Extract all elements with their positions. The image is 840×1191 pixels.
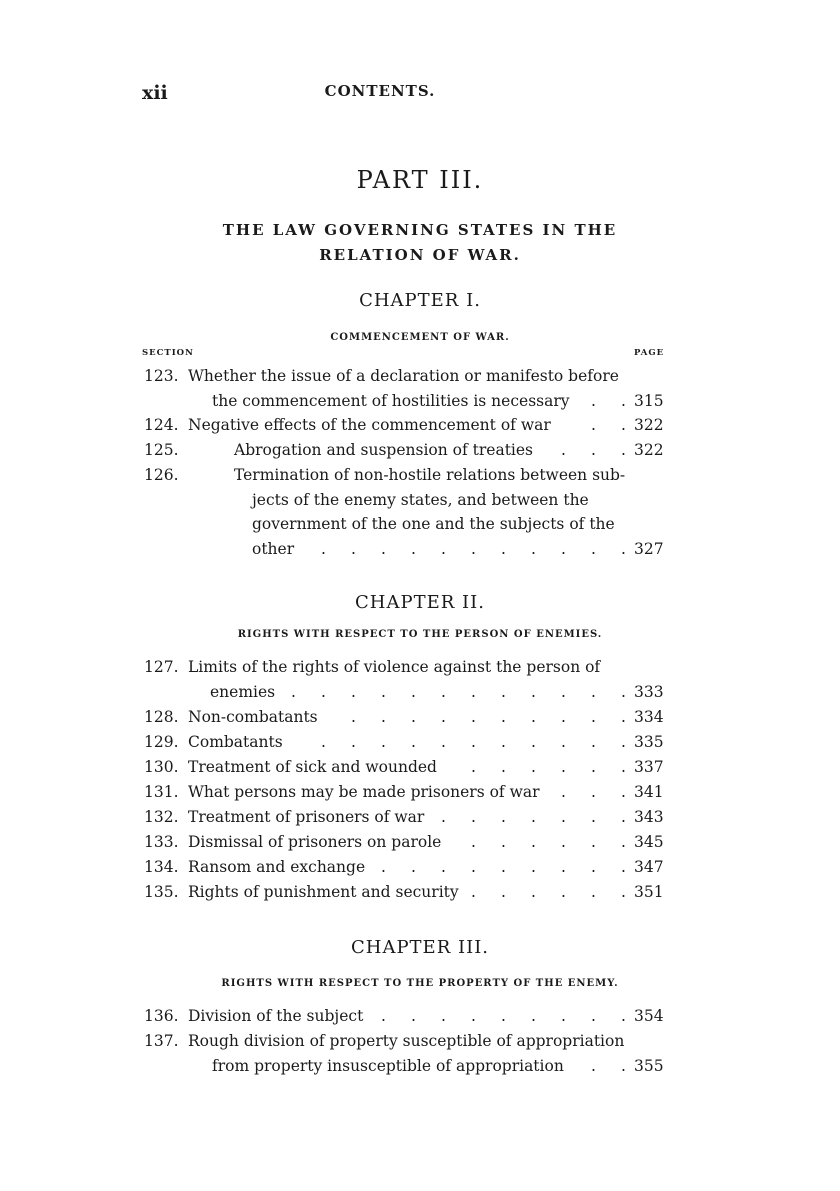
leader-dot: .: [501, 858, 506, 876]
leader-dot: .: [501, 758, 506, 776]
entry-text-line: Rights of punishment and security: [188, 883, 459, 901]
leader-dot: .: [441, 1007, 446, 1025]
page-number: xii: [142, 82, 168, 104]
leader-dot: .: [531, 858, 536, 876]
leader-dot: .: [621, 416, 626, 434]
leader-dot: .: [411, 733, 416, 751]
leader-dot: .: [441, 539, 446, 558]
entry-text-line: other: [252, 539, 295, 558]
chapter-2-title: CHAPTER II.: [355, 592, 485, 613]
entry-text-line: Treatment of sick and wounded: [188, 758, 437, 776]
leader-dot: .: [591, 539, 596, 558]
leader-dot: .: [621, 1007, 626, 1025]
page-number-ref: 315: [634, 391, 664, 410]
leader-dot: .: [591, 808, 596, 826]
leader-dot: .: [411, 708, 416, 726]
entry-text-line: Negative effects of the commencement of war: [188, 416, 551, 434]
leader-dot: .: [621, 682, 626, 701]
leader-dot: .: [561, 441, 566, 459]
entry-text-line: Division of the subject: [188, 1007, 364, 1025]
leader-dot: .: [441, 682, 446, 701]
section-number: 129.: [144, 733, 179, 751]
page-number-ref: 337: [634, 758, 664, 776]
leader-dot: .: [621, 783, 626, 801]
leader-dot: .: [621, 1056, 626, 1075]
leader-dot: .: [501, 708, 506, 726]
leader-dot: .: [531, 1007, 536, 1025]
page-number-ref: 327: [634, 539, 664, 558]
leader-dot: .: [321, 733, 326, 751]
leader-dot: .: [621, 808, 626, 826]
leader-dot: .: [471, 808, 476, 826]
leader-dot: .: [501, 833, 506, 851]
leader-dot: .: [321, 539, 326, 558]
leader-dot: .: [621, 539, 626, 558]
leader-dot: .: [501, 733, 506, 751]
leader-dot: .: [531, 758, 536, 776]
leader-dot: .: [351, 733, 356, 751]
leader-dot: .: [501, 883, 506, 901]
entry-text-line: Ransom and exchange: [188, 858, 366, 876]
leader-dot: .: [351, 682, 356, 701]
page-number-ref: 351: [634, 883, 664, 901]
leader-dot: .: [621, 758, 626, 776]
entry-text-line: the commencement of hostilities is necessary: [212, 391, 570, 410]
leader-dot: .: [321, 682, 326, 701]
section-column-label: SECTION: [142, 348, 194, 358]
section-number: 123.: [144, 367, 179, 385]
section-number: 130.: [144, 758, 179, 776]
leader-dot: .: [561, 883, 566, 901]
leader-dot: .: [561, 1007, 566, 1025]
leader-dot: .: [591, 858, 596, 876]
leader-dot: .: [471, 539, 476, 558]
leader-dot: .: [501, 682, 506, 701]
leader-dot: .: [621, 441, 626, 459]
leader-dot: .: [381, 1007, 386, 1025]
leader-dot: .: [531, 539, 536, 558]
chapter-1-title: CHAPTER I.: [359, 290, 481, 311]
entry-text-line: What persons may be made prisoners of war: [188, 783, 540, 801]
chapter-1-subtitle: COMMENCEMENT OF WAR.: [330, 332, 510, 343]
leader-dot: .: [561, 833, 566, 851]
leader-dot: .: [351, 539, 356, 558]
entry-text-line: Termination of non-hostile relations between sub-: [234, 466, 626, 484]
entry-text-line: Rough division of property susceptible of appropriation: [188, 1032, 625, 1050]
leader-dot: .: [591, 416, 596, 434]
page-number-ref: 341: [634, 783, 664, 801]
leader-dot: .: [471, 682, 476, 701]
leader-dot: .: [591, 783, 596, 801]
leader-dot: .: [621, 391, 626, 410]
leader-dot: .: [621, 708, 626, 726]
entry-text-line: Whether the issue of a declaration or manifesto before: [188, 367, 619, 385]
leader-dot: .: [591, 682, 596, 701]
section-number: 124.: [144, 416, 179, 434]
leader-dot: .: [531, 883, 536, 901]
entry-text-line: Treatment of prisoners of war: [188, 808, 425, 826]
page-number-ref: 343: [634, 808, 664, 826]
page-number-ref: 354: [634, 1007, 664, 1025]
leader-dot: .: [501, 808, 506, 826]
leader-dot: .: [591, 733, 596, 751]
section-number: 128.: [144, 708, 179, 726]
page-column-label: PAGE: [634, 348, 665, 358]
leader-dot: .: [441, 858, 446, 876]
entry-text-line: Abrogation and suspension of treaties: [234, 441, 534, 459]
leader-dot: .: [441, 708, 446, 726]
entry-text-line: jects of the enemy states, and between the: [252, 490, 589, 509]
section-number: 137.: [144, 1032, 179, 1050]
page-number-ref: 334: [634, 708, 664, 726]
leader-dot: .: [351, 708, 356, 726]
leader-dot: .: [411, 539, 416, 558]
part-subtitle-line-1: THE LAW GOVERNING STATES IN THE: [222, 221, 618, 239]
leader-dot: .: [531, 833, 536, 851]
leader-dot: .: [291, 682, 296, 701]
entry-text-line: Dismissal of prisoners on parole: [188, 833, 442, 851]
leader-dot: .: [531, 708, 536, 726]
page-number-ref: 345: [634, 833, 664, 851]
leader-dot: .: [471, 1007, 476, 1025]
section-number: 133.: [144, 833, 179, 851]
section-number: 134.: [144, 858, 179, 876]
leader-dot: .: [531, 682, 536, 701]
leader-dot: .: [591, 391, 596, 410]
page-number-ref: 333: [634, 682, 664, 701]
leader-dot: .: [471, 733, 476, 751]
leader-dot: .: [621, 883, 626, 901]
entry-text-line: government of the one and the subjects of the: [252, 515, 615, 533]
leader-dot: .: [591, 833, 596, 851]
leader-dot: .: [591, 1056, 596, 1075]
entry-text-line: Limits of the rights of violence against the person of: [188, 658, 601, 676]
leader-dot: .: [381, 682, 386, 701]
leader-dot: .: [561, 808, 566, 826]
leader-dot: .: [561, 858, 566, 876]
leader-dot: .: [621, 733, 626, 751]
leader-dot: .: [471, 858, 476, 876]
section-number: 127.: [144, 658, 179, 676]
section-number: 131.: [144, 783, 179, 801]
chapter-3-subtitle: RIGHTS WITH RESPECT TO THE PROPERTY OF THE ENEMY.: [221, 978, 619, 989]
leader-dot: .: [531, 808, 536, 826]
entry-text-line: Non-combatants: [188, 708, 318, 726]
entry-text-line: from property insusceptible of appropriation: [212, 1056, 564, 1075]
section-number: 135.: [144, 883, 179, 901]
leader-dot: .: [621, 833, 626, 851]
leader-dot: .: [591, 441, 596, 459]
leader-dot: .: [381, 539, 386, 558]
leader-dot: .: [561, 539, 566, 558]
leader-dot: .: [441, 733, 446, 751]
leader-dot: .: [471, 708, 476, 726]
page-number-ref: 322: [634, 416, 664, 434]
leader-dot: .: [501, 539, 506, 558]
leader-dot: .: [411, 1007, 416, 1025]
part-subtitle-line-2: RELATION OF WAR.: [319, 246, 521, 264]
leader-dot: .: [531, 733, 536, 751]
leader-dot: .: [381, 708, 386, 726]
leader-dot: .: [561, 758, 566, 776]
leader-dot: .: [441, 808, 446, 826]
leader-dot: .: [591, 883, 596, 901]
section-number: 136.: [144, 1007, 179, 1025]
section-number: 132.: [144, 808, 179, 826]
entry-text-line: Combatants: [188, 733, 283, 751]
page-number-ref: 335: [634, 733, 664, 751]
page-number-ref: 355: [634, 1056, 664, 1075]
leader-dot: .: [561, 682, 566, 701]
leader-dot: .: [591, 1007, 596, 1025]
section-number: 125.: [144, 441, 179, 459]
leader-dot: .: [381, 733, 386, 751]
page-number-ref: 322: [634, 441, 664, 459]
leader-dot: .: [561, 708, 566, 726]
part-title: PART III.: [356, 166, 484, 194]
leader-dot: .: [561, 733, 566, 751]
leader-dot: .: [411, 682, 416, 701]
leader-dot: .: [471, 883, 476, 901]
leader-dot: .: [471, 758, 476, 776]
entry-text-line: enemies: [210, 682, 276, 701]
running-title: CONTENTS.: [324, 82, 436, 100]
leader-dot: .: [411, 858, 416, 876]
page-number-ref: 347: [634, 858, 664, 876]
chapter-3-title: CHAPTER III.: [350, 937, 490, 958]
leader-dot: .: [471, 833, 476, 851]
chapter-2-subtitle: RIGHTS WITH RESPECT TO THE PERSON OF ENEMIES.: [237, 629, 603, 640]
leader-dot: .: [501, 1007, 506, 1025]
leader-dot: .: [561, 783, 566, 801]
section-number: 126.: [144, 466, 179, 484]
leader-dot: .: [621, 858, 626, 876]
leader-dot: .: [591, 758, 596, 776]
leader-dot: .: [381, 858, 386, 876]
leader-dot: .: [591, 708, 596, 726]
